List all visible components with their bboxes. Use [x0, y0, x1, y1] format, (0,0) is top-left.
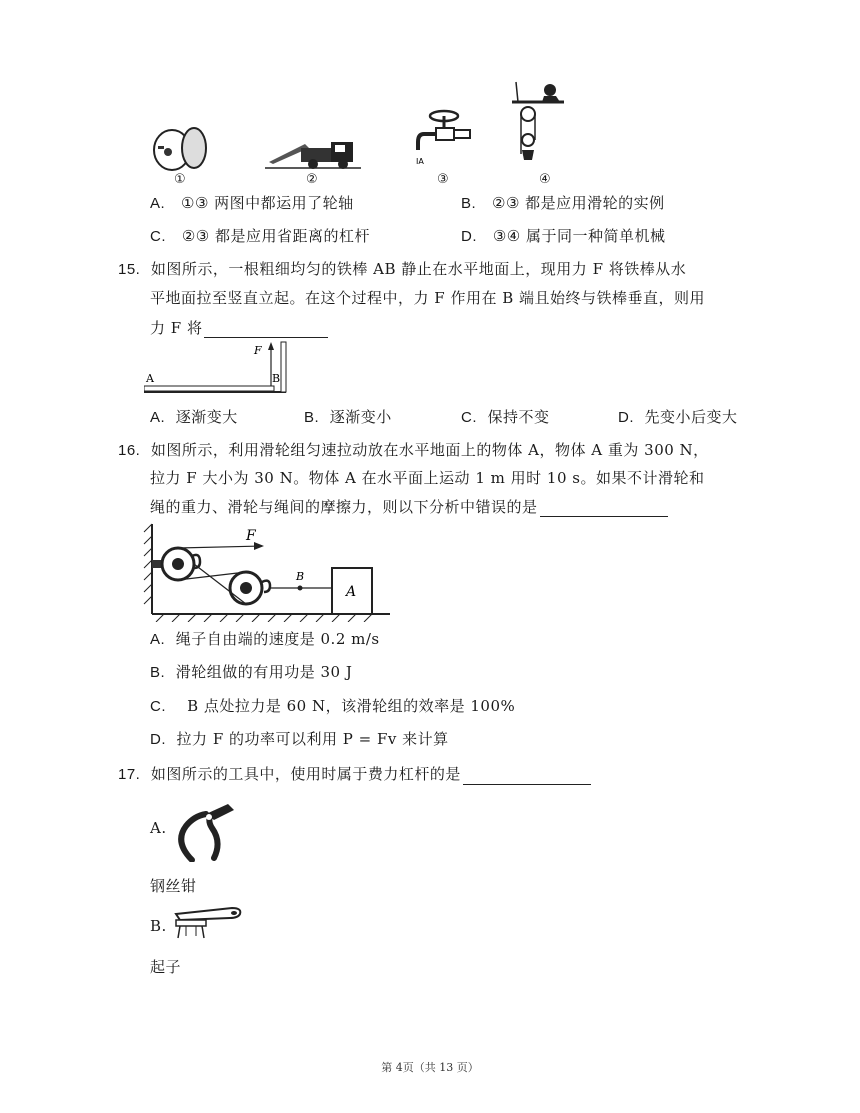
q15-stem-line-1: 15. 如图所示，一根粗细均匀的铁棒 AB 静止在水平地面上，现用力 F 将铁棒从水 — [118, 260, 687, 278]
q14-option-a: A. ①③ 两图中都运用了轮轴 — [150, 194, 354, 212]
q16-label-b: B — [296, 570, 305, 583]
q16-answer-blank — [540, 500, 668, 517]
q14-figure-3-faucet — [414, 108, 474, 166]
q17-bottle-opener-icon — [172, 906, 244, 940]
q14-figure-1-wheel-axle — [150, 120, 220, 176]
q14-figure-4-pulley — [508, 80, 568, 168]
q17-option-a-caption: 钢丝钳 — [150, 877, 197, 895]
q17-option-a-letter: A. — [150, 819, 167, 837]
q15-label-b: B — [272, 372, 281, 385]
q16-label-f: F — [246, 528, 256, 544]
q16-pulley-system-figure — [142, 522, 392, 622]
q14-option-c: C. ②③ 都是应用省距离的杠杆 — [150, 227, 370, 245]
q17-pliers-icon — [172, 802, 242, 862]
q16-option-b: B. 滑轮组做的有用功是 30 J — [150, 663, 353, 681]
q14-figure-label-3: ③ — [437, 172, 449, 187]
q17-option-b-letter: B. — [150, 917, 167, 935]
q15-option-d: D. 先变小后变大 — [618, 408, 738, 426]
q15-label-a: A — [146, 372, 154, 385]
q17-stem-line-1: 17. 如图所示的工具中，使用时属于费力杠杆的是 — [118, 764, 591, 785]
q14-figure-2-truck — [265, 134, 361, 170]
q15-iron-bar-figure — [144, 340, 290, 398]
q14-option-b: B. ②③ 都是应用滑轮的实例 — [461, 194, 665, 212]
q15-label-f: F — [254, 344, 262, 357]
q14-option-d: D. ③④ 属于同一种简单机械 — [461, 227, 666, 245]
q14-figure-label-1: ① — [174, 172, 186, 187]
q17-answer-blank — [463, 768, 591, 785]
q14-figure-label-2: ② — [306, 172, 318, 187]
q16-stem-line-3: 绳的重力、滑轮与绳间的摩擦力，则以下分析中错误的是 — [150, 497, 668, 517]
q15-stem-line-2: 平地面拉至竖直立起。在这个过程中，力 F 作用在 B 端且始终与铁棒垂直，则用 — [150, 289, 706, 307]
svg-text:IA: IA — [416, 157, 424, 166]
q17-option-b-caption: 起子 — [150, 958, 182, 976]
q16-label-a: A — [346, 584, 357, 600]
q16-stem-line-1: 16. 如图所示，利用滑轮组匀速拉动放在水平地面上的物体 A，物体 A 重为 300 N， — [118, 441, 709, 459]
q14-figure-label-4: ④ — [539, 172, 551, 187]
q15-option-b: B. 逐渐变小 — [304, 408, 392, 426]
q15-option-c: C. 保持不变 — [461, 408, 550, 426]
q16-option-d: D. 拉力 F 的功率可以利用 P = Fv 来计算 — [150, 730, 449, 748]
q15-option-a: A. 逐渐变大 — [150, 408, 238, 426]
q16-option-a: A. 绳子自由端的速度是 0.2 m/s — [150, 630, 380, 648]
page-footer: 第 4页（共 13 页） — [381, 1061, 479, 1074]
q16-option-c: C. B 点处拉力是 60 N，该滑轮组的效率是 100% — [150, 697, 516, 715]
q15-answer-blank — [204, 321, 328, 338]
q16-stem-line-2: 拉力 F 大小为 30 N。物体 A 在水平面上运动 1 m 用时 10 s。如果不计滑轮和 — [150, 469, 705, 487]
q15-stem-line-3: 力 F 将 — [150, 318, 328, 338]
